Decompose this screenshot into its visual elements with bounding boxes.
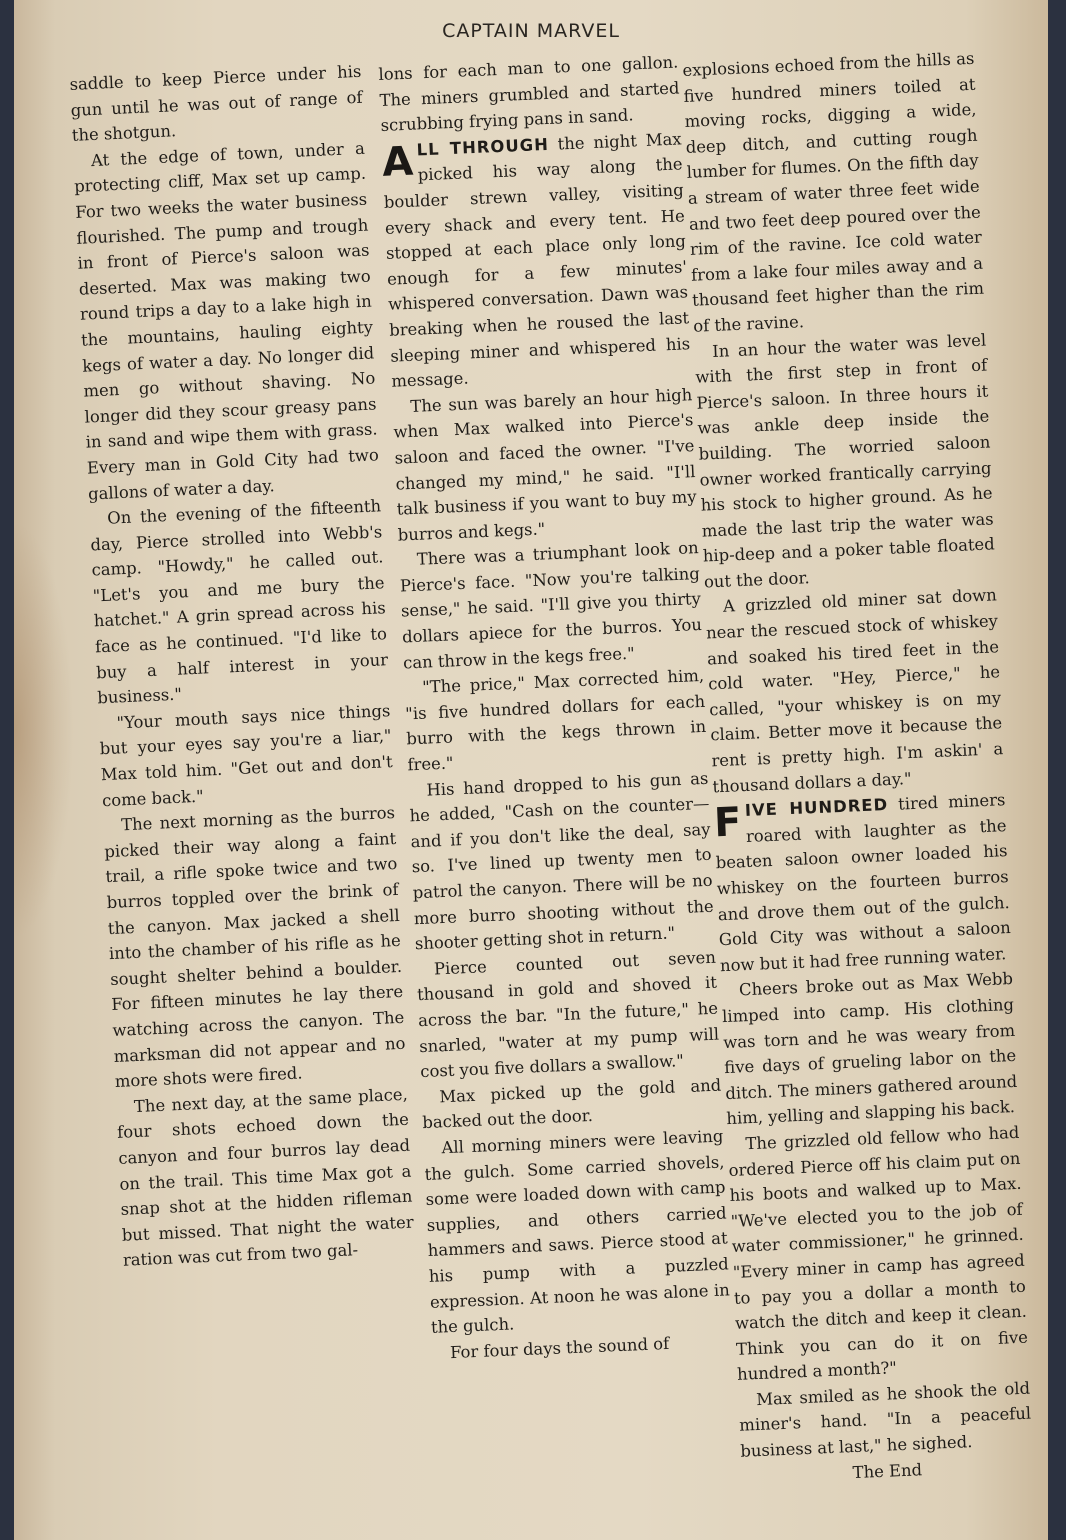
paragraph: In an hour the water was level with the first step in front of Pierce's saloon. In three hours it was ankle deep inside the building. The worried saloon owner worked frantically carrying his stock to higher ground. As he made the last trip the water was hip-deep and a poker table floated out the door.: [694, 330, 996, 592]
section-text: tired miners roared with laughter as the beaten saloon owner loaded his whiskey on the fourteen burros and drove them out of the gulch. Gold City was without a saloon now but it had free running water.: [715, 790, 1012, 975]
paragraph: The next morning as the burros picked their way along a faint trail, a rifle spoke twice and two burros toppled over the brink of the canyon. Max jacked a shell into the chamber of his rifle as he sought shelter behind a boulder. For fifteen minutes he lay there watching across the canyon. The marksman did not appear and no more shots were fired.: [103, 803, 406, 1092]
paragraph: Cheers broke out as Max Webb limped into camp. His clothing was torn and he was weary from five days of grueling labor on the ditch. The miners gathered around him, yelling and slapping his back.: [721, 969, 1018, 1129]
paragraph: lons for each man to one gallon. The miners grumbled and started scrubbing frying pans in sand.: [378, 52, 680, 136]
page-header: CAPTAIN MARVEL: [442, 20, 620, 42]
text-column-3: [682, 46, 1034, 1490]
section-lead: IVE HUNDRED: [744, 795, 889, 821]
paragraph: His hand dropped to his gun as he added, "Cash on the counter—and if you don't like the deal, say so. I've lined up twenty men to patrol the canyon. There will be no more burro shooting without the shooter getting shot in return.": [409, 768, 715, 954]
section-opening-paragraph: [381, 126, 691, 394]
paragraph: At the edge of town, under a protecting cliff, Max set up camp. For two weeks the water business flourished. The pump and trough in front of Pierce's saloon was deserted. Max was making two round trips a day to a lake high in the mountains, hauling eighty kegs of water a day. No longer did men go without shaving. No longer did they scour greasy pans in sand and wipe them with grass. Every man in Gold City had two gallons of water a day.: [73, 138, 380, 504]
paragraph: Max picked up the gold and backed out the door.: [422, 1075, 722, 1133]
page-stain: [14, 520, 74, 940]
paragraph: The grizzled old fellow who had ordered Pierce off his claim put on his boots and walked up to Max. "We've elected you to the job of water commissioner," he grinned. "Every miner in camp has agreed to pay you a dollar a month to watch the ditch and keep it clean. Think you can do it on five hundred a month?": [728, 1122, 1029, 1385]
paragraph: There was a triumphant look on Pierce's face. "Now you're talking sense," he said. "I'll give you thirty dollars apiece for the burros. You can throw in the kegs free.": [399, 538, 703, 673]
text-column-2: [378, 49, 732, 1366]
paragraph: Max smiled as he shook the old miner's hand. "In a peaceful business at last," he sighed.: [738, 1378, 1032, 1461]
paragraph: "The price," Max corrected him, "is five hundred dollars for each burro with the kegs thrown in free.": [404, 666, 707, 775]
text-column-1: [69, 59, 415, 1274]
paragraph: For four days the sound of: [449, 1333, 670, 1362]
paragraph: explosions echoed from the hills as five hundred miners toiled at moving rocks, digging a wide, deep ditch, and cutting rough lumber for flumes. On the fifth day a stream of water three feet wide and two feet deep poured over the rim of the ravine. Ice cold water from a lake four miles away and a thousand feet higher than the rim of the ravine.: [682, 48, 985, 336]
section-lead: LL THROUGH: [416, 134, 550, 160]
paragraph: A grizzled old miner sat down near the rescued stock of whiskey and soaked his tired feet in the cold water. "Hey, Pierce," he called, "your whiskey is on my claim. Better move it because the rent is pretty high. I'm askin' a thousand dollars a day.": [705, 585, 1004, 796]
section-opening-paragraph: [713, 787, 1012, 978]
paragraph: "Your mouth says nice things but your eyes say you're a liar," Max told him. "Get out and don't come back.": [99, 700, 394, 810]
section-text: the night Max picked his way along the boulder strewn valley, visiting every shack and every tent. He stopped at each place only long enough for a few minutes' whispered conversation. Dawn was breaking when he roused the last sleeping miner and whispered his message.: [383, 129, 691, 391]
story-end-label: The End: [852, 1459, 923, 1482]
magazine-page: [14, 0, 1048, 1540]
paragraph: The sun was barely an hour high when Max walked into Pierce's saloon and faced the owner. "I've changed my mind," he said. "I'll talk business if you want to buy my burros and kegs.": [393, 384, 697, 545]
paragraph: Pierce counted out seven thousand in gold and shoved it across the bar. "In the future," he snarled, "water at my pump will cost you five dollars a swallow.": [416, 947, 720, 1082]
paragraph: On the evening of the fifteenth day, Pierce strolled into Webb's camp. "Howdy," he called out. "Let's you and me bury the hatchet." A grin spread across his face as he continued. "I'd like to buy a half interest in your business.": [90, 496, 389, 708]
paragraph: saddle to keep Pierce under his gun until he was out of range of the shotgun.: [69, 61, 363, 146]
paragraph: The next day, at the same place, four shots echoed down the canyon and four burros lay dead on the trail. This time Max got a snap shot at the hidden rifleman but missed. That night the water ration was cut from two gal-: [116, 1084, 414, 1271]
drop-cap: F: [713, 799, 743, 847]
paragraph: All morning miners were leaving the gulch. Some carried shovels, some were loaded down with camp supplies, and others carried hammers and saws. Pierce stood at his pump with a puzzled expression. At noon he was alone in the gulch.: [424, 1126, 731, 1337]
drop-cap: A: [381, 138, 415, 186]
